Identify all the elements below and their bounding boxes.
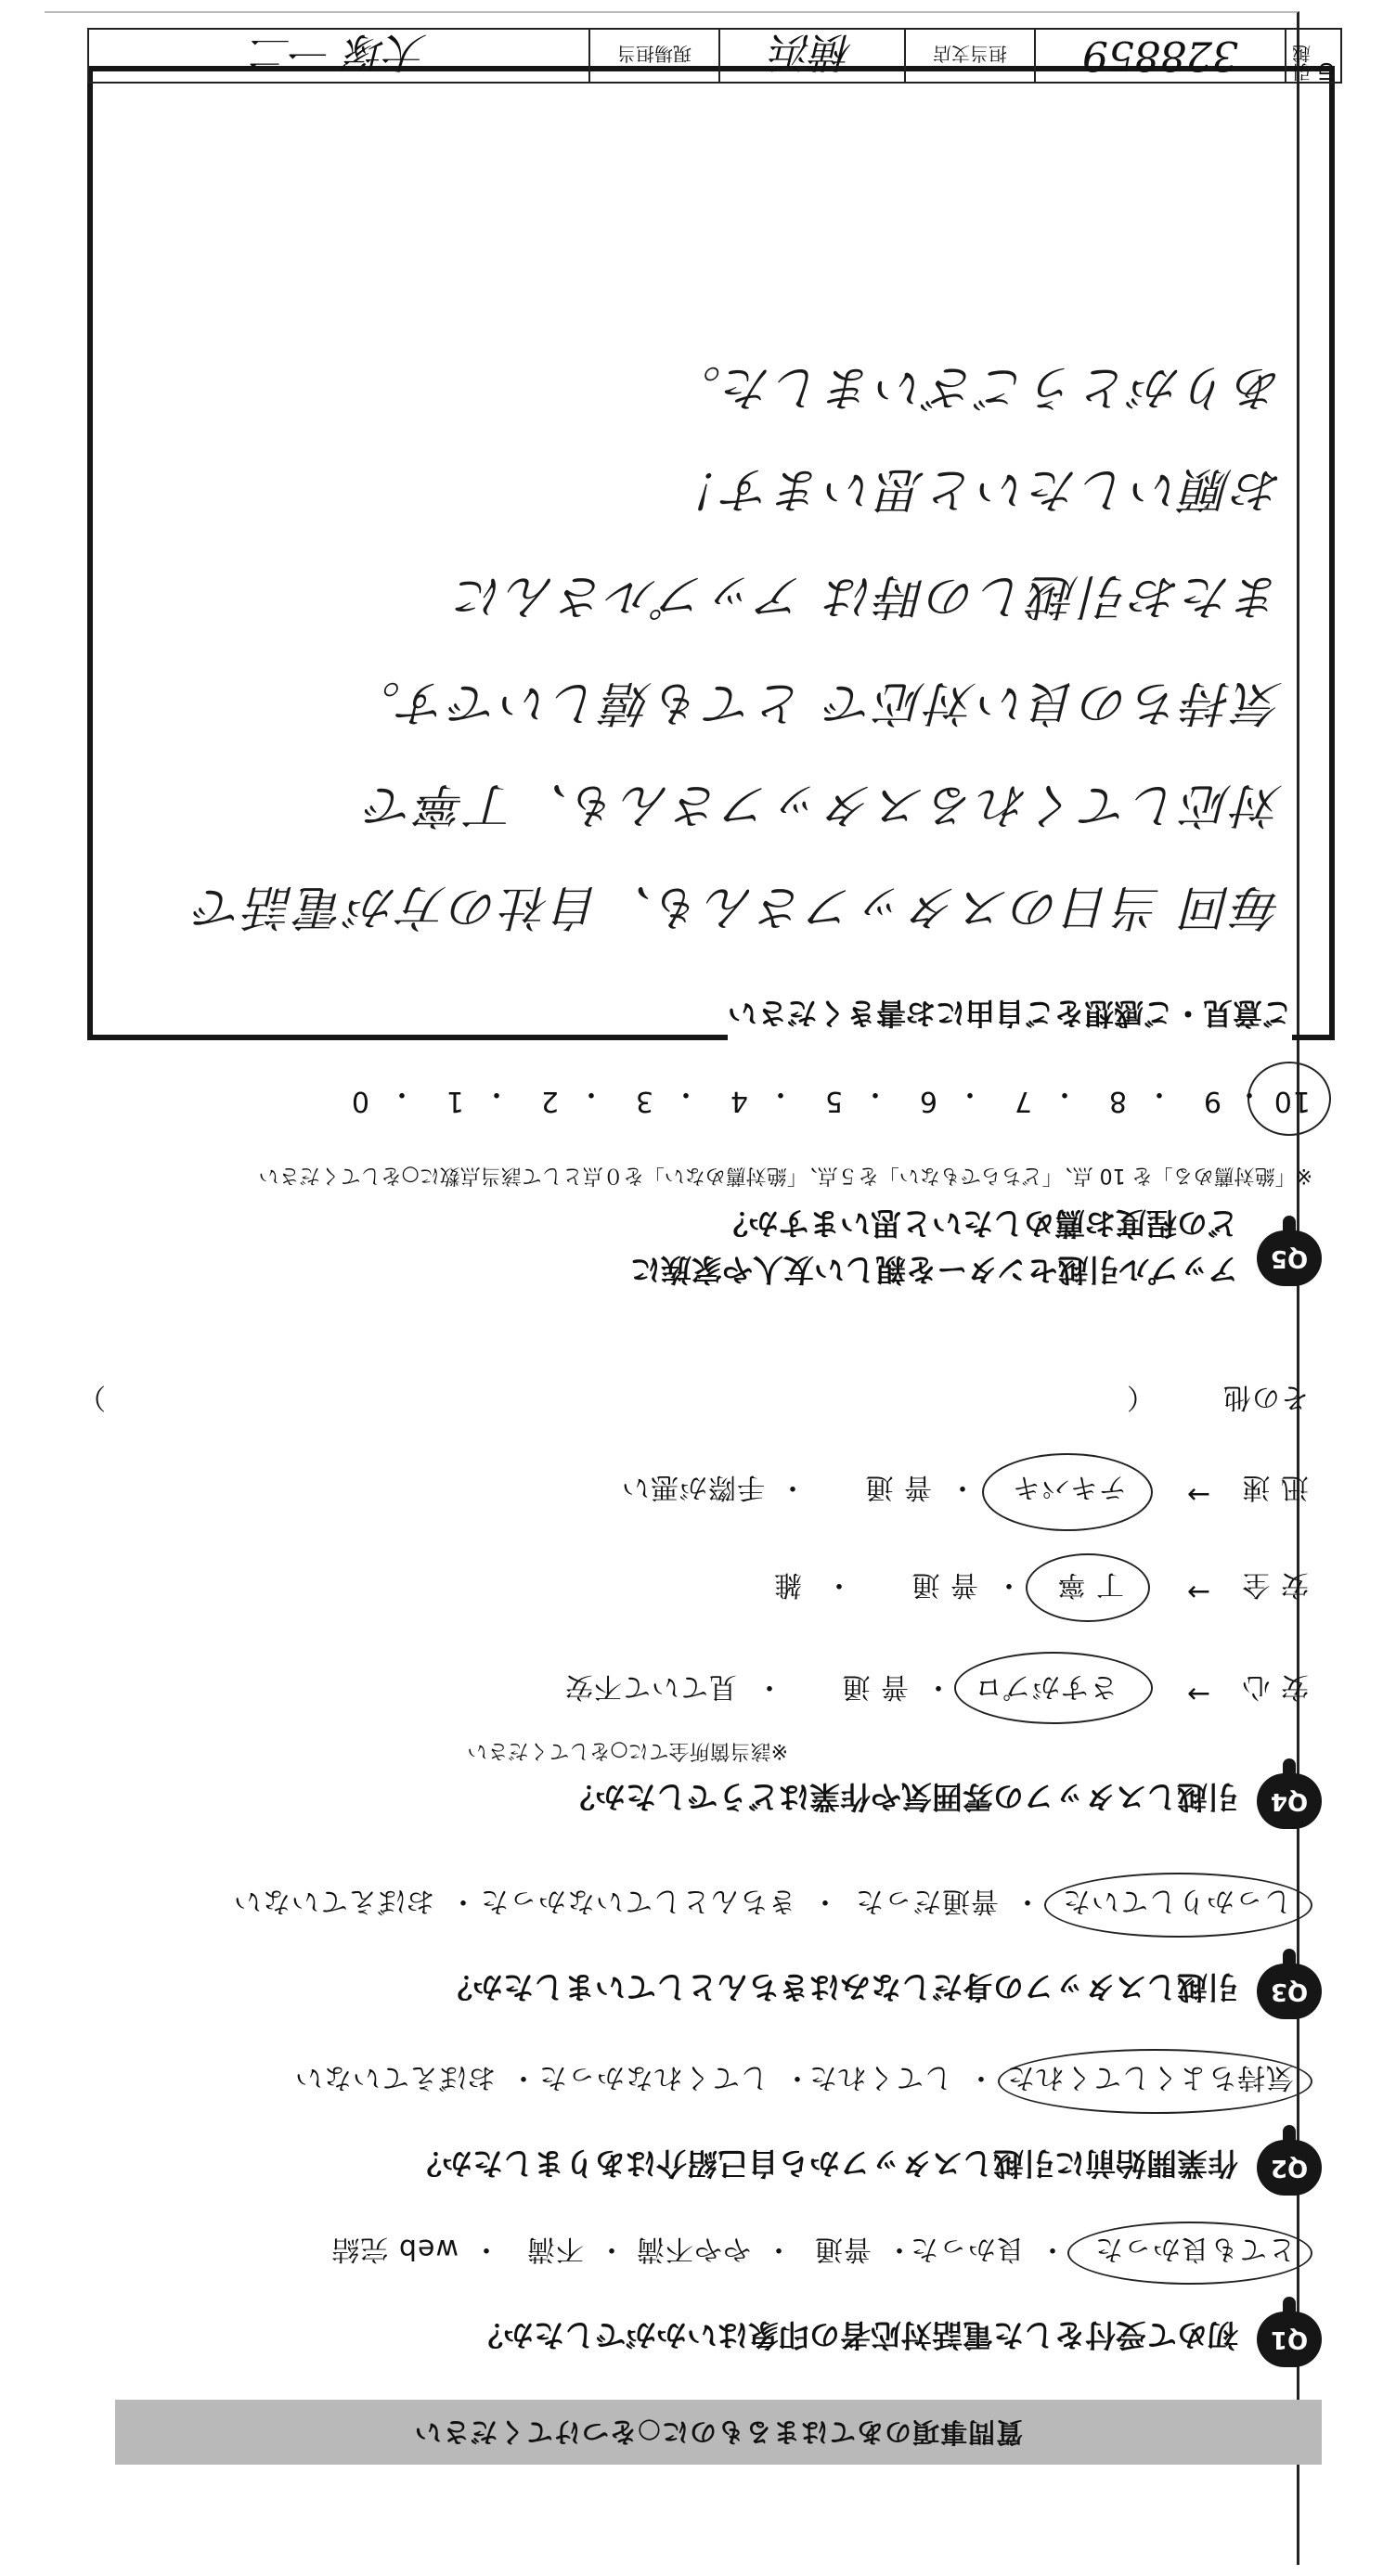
q4-row3-option-3[interactable]: 手際が悪い [621, 1471, 765, 1503]
q3-option-2[interactable]: 普通だった [855, 1885, 999, 1917]
banner-text: 質問事項のあてはまるものに○をつけてください [413, 2416, 1024, 2448]
q3-option-4[interactable]: おぼえていない [233, 1885, 434, 1917]
q4-row2-option-1[interactable]: 丁 寧 [1056, 1568, 1124, 1601]
q5-badge: Q5 [1257, 1230, 1322, 1286]
q1-sep: ・ [764, 2233, 793, 2265]
q1-sep: ・ [1038, 2233, 1066, 2265]
branch-label-cell [904, 30, 1034, 82]
q4-row1-option-1[interactable]: さすがプロ [974, 1670, 1118, 1703]
q3-option-3[interactable]: きちんとしていなかった [480, 1885, 796, 1917]
scale-dot: ・ [387, 1077, 416, 1110]
handwritten-line: またお引越しの時は アップルさんに [453, 568, 1283, 624]
q5-score-2[interactable]: 2 [539, 1085, 559, 1117]
comment-title: ご意見・ご感想をご自由にお書きください [728, 986, 1292, 1044]
q4-row1-option-2[interactable]: 普 通 [841, 1670, 909, 1703]
arrow-icon: → [1185, 1576, 1210, 1608]
q4-sep: ・ [948, 1471, 976, 1503]
q4-other-label: その他 [1222, 1381, 1309, 1413]
scale-dot: ・ [766, 1077, 795, 1110]
q1-option-3[interactable]: 普通 [814, 2233, 872, 2265]
id-value-cell [1034, 30, 1285, 82]
leader-label-cell [588, 30, 718, 82]
handwritten-line: ありがとうございました。 [669, 359, 1283, 415]
q1-sep: ・ [885, 2233, 913, 2265]
q4-sep: ・ [994, 1568, 1023, 1601]
q4-row3-label: 迅 速 [1241, 1471, 1309, 1503]
id-label-cell [1285, 30, 1340, 82]
q5-score-7[interactable]: 7 [1013, 1085, 1032, 1117]
q5-score-1[interactable]: 1 [445, 1085, 464, 1117]
q4-row2-label: 安 全 [1241, 1568, 1309, 1601]
scale-dot: ・ [576, 1077, 605, 1110]
q5-question-line1: アップル引越センターを親しい友人や家族に [629, 1252, 1238, 1288]
q1-sep: ・ [597, 2233, 626, 2265]
scale-dot: ・ [860, 1077, 889, 1110]
arrow-icon: → [1185, 1478, 1210, 1511]
q1-option-1[interactable]: とても良かった [1094, 2233, 1296, 2265]
q5-score-8[interactable]: 8 [1107, 1085, 1127, 1117]
scale-dot: ・ [1050, 1077, 1079, 1110]
q3-sep: ・ [810, 1885, 839, 1917]
q1-question: 初めて受付をした電話対応者の印象はいかがでしたか？ [472, 2317, 1238, 2353]
q1-option-5[interactable]: 不満 [526, 2233, 584, 2265]
q4-other-close: ） [77, 1381, 106, 1413]
q5-score-3[interactable]: 3 [634, 1085, 653, 1117]
q4-question: 引越しスタッフの雰囲気や作業はどうでしたか？ [564, 1779, 1238, 1815]
q4-badge: Q4 [1257, 1773, 1322, 1829]
q4-sep: ・ [778, 1471, 807, 1503]
q4-sep: ・ [924, 1670, 952, 1703]
q3-sep: ・ [1013, 1885, 1041, 1917]
q5-question-line2: どの程度お薦めしたいと思いますか？ [717, 1205, 1238, 1242]
q2-option-3[interactable]: してくれなかった [538, 2061, 769, 2093]
q5-score-4[interactable]: 4 [729, 1085, 748, 1117]
q2-option-1[interactable]: 気持ちよくしてくれた [1006, 2061, 1294, 2093]
handwritten-line: 対応してくれるスタッフさんも、丁寧で [363, 777, 1283, 832]
q5-note: ※「絶対薦める」を 10 点、「どちらでもない」を５点、「絶対薦めない」を０点として該当点数に○をしてください [258, 1164, 1312, 1187]
q4-note: ※該当箇所全てに○をしてください [467, 1739, 788, 1762]
q4-sep: ・ [755, 1670, 783, 1703]
handwritten-line: 気持ちの良い対応で とても嬉しいです。 [349, 675, 1283, 730]
q3-option-1[interactable]: しっかりしていた [1062, 1885, 1292, 1917]
branch-value-cell [718, 30, 904, 82]
branch-label: 担当支店 [933, 43, 1007, 66]
id-label: 引越 ID [1291, 45, 1338, 82]
q5-score-0[interactable]: 0 [350, 1085, 369, 1117]
q5-score-6[interactable]: 6 [918, 1085, 937, 1117]
leader-value-cell [89, 30, 588, 82]
q4-row1-option-3[interactable]: 見ていて不安 [564, 1670, 737, 1703]
q2-sep: ・ [509, 2061, 537, 2093]
q3-sep: ・ [448, 1885, 477, 1917]
q2-badge: Q2 [1257, 2140, 1322, 2196]
id-value: 328859 [1082, 32, 1238, 80]
arrow-icon: → [1185, 1678, 1210, 1710]
q2-sep: ・ [782, 2061, 811, 2093]
handwritten-line: お願いしたいと思います！ [669, 461, 1283, 517]
q4-other-open: （ [1126, 1381, 1155, 1413]
q2-option-2[interactable]: してくれた [808, 2061, 952, 2093]
q2-question: 作業開始前に引越しスタッフから自己紹介はありましたか？ [411, 2145, 1238, 2182]
comment-box[interactable] [87, 66, 1335, 1040]
q4-row2-option-2[interactable]: 普 通 [911, 1568, 978, 1601]
q4-sep: ・ [824, 1568, 853, 1601]
handwritten-line: 毎回 当日のスタッフさんも、自社の方が電話で [192, 879, 1283, 934]
q2-sep: ・ [966, 2061, 995, 2093]
q4-row2-option-3[interactable]: 雑 [773, 1568, 802, 1601]
scale-dot: ・ [671, 1077, 700, 1110]
leader-label: 現場担当 [617, 43, 692, 66]
q3-badge: Q3 [1257, 1964, 1322, 2019]
scale-dot: ・ [1234, 1077, 1263, 1110]
q1-option-4[interactable]: やや不満 [636, 2233, 751, 2265]
q1-option-2[interactable]: 良かった [910, 2233, 1025, 2265]
q4-row3-option-2[interactable]: 普 通 [864, 1471, 932, 1503]
scale-dot: ・ [1144, 1077, 1173, 1110]
q2-option-4[interactable]: おぼえていない [294, 2061, 496, 2093]
q5-score-10[interactable]: 10 [1273, 1085, 1311, 1117]
scale-dot: ・ [955, 1077, 984, 1110]
q5-score-9[interactable]: 9 [1202, 1085, 1222, 1117]
q4-row3-option-1[interactable]: テキパキ [1012, 1471, 1127, 1503]
q4-row1-label: 安 心 [1241, 1670, 1309, 1703]
q3-question: 引越しスタッフの身だしなみはきちんとしていましたか？ [442, 1969, 1238, 2005]
instruction-banner [115, 2400, 1322, 2465]
branch-value: 横浜 [771, 28, 853, 75]
scale-dot: ・ [482, 1077, 511, 1110]
q5-score-5[interactable]: 5 [823, 1085, 843, 1117]
footer-info-table [87, 28, 1342, 84]
q1-option-6[interactable]: web 完結 [330, 2233, 459, 2265]
q1-sep: ・ [472, 2233, 500, 2265]
q1-badge: Q1 [1257, 2312, 1322, 2367]
leader-value: 大塚 一二 [251, 28, 427, 75]
